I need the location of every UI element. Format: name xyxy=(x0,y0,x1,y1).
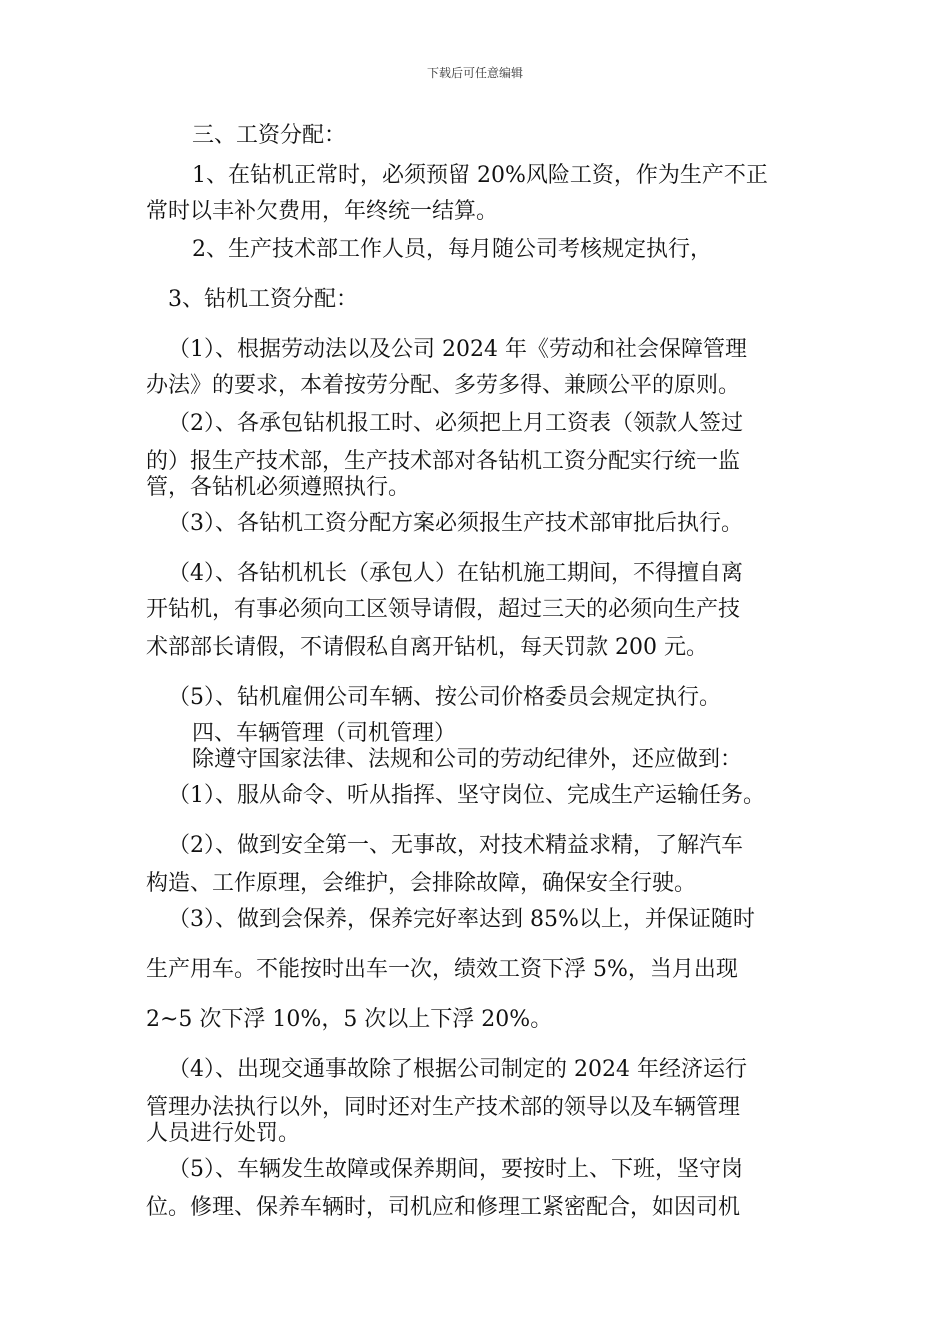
paragraph-line: （5）、钻机雇佣公司车辆、按公司价格委员会规定执行。 xyxy=(168,685,721,710)
sub-heading: 3、钻机工资分配： xyxy=(168,287,358,312)
paragraph-line: 2~5 次下浮 10%，5 次以上下浮 20%。 xyxy=(146,1007,553,1032)
paragraph-line: 常时以丰补欠费用，年终统一结算。 xyxy=(146,199,499,224)
paragraph-line: （4）、出现交通事故除了根据公司制定的 2024 年经济运行 xyxy=(168,1057,747,1082)
paragraph-line: 开钻机，有事必须向工区领导请假，超过三天的必须向生产技 xyxy=(146,597,741,622)
paragraph-line: 构造、工作原理，会维护，会排除故障，确保安全行驶。 xyxy=(146,871,697,896)
paragraph-line: 人员进行处罚。 xyxy=(146,1121,301,1146)
paragraph-line: 生产用车。不能按时出车一次，绩效工资下浮 5%，当月出现 xyxy=(146,957,738,982)
paragraph-line: （2）、各承包钻机报工时、必须把上月工资表（领款人签过 xyxy=(168,411,743,436)
paragraph-line: （5）、车辆发生故障或保养期间，要按时上、下班，坚守岗 xyxy=(168,1157,743,1182)
paragraph-line: 术部部长请假，不请假私自离开钻机，每天罚款 200 元。 xyxy=(146,635,708,660)
page-header: 下载后可任意编辑 xyxy=(426,66,523,80)
paragraph-line: （4）、各钻机机长（承包人）在钻机施工期间，不得擅自离 xyxy=(168,561,743,586)
paragraph-line: 除遵守国家法律、法规和公司的劳动纪律外，还应做到： xyxy=(192,747,743,772)
paragraph-line: （3）、各钻机工资分配方案必须报生产技术部审批后执行。 xyxy=(168,511,743,536)
section-heading: 三、工资分配： xyxy=(192,123,347,148)
paragraph-line: 1、在钻机正常时，必须预留 20%风险工资，作为生产不正 xyxy=(192,163,768,188)
paragraph-line: （1）、服从命令、听从指挥、坚守岗位、完成生产运输任务。 xyxy=(168,783,765,808)
paragraph-line: （3）、做到会保养，保养完好率达到 85%以上，并保证随时 xyxy=(168,907,755,932)
paragraph-line: （1）、根据劳动法以及公司 2024 年《劳动和社会保障管理 xyxy=(168,337,747,362)
paragraph-line: （2）、做到安全第一、无事故，对技术精益求精，了解汽车 xyxy=(168,833,743,858)
paragraph-line: 管，各钻机必须遵照执行。 xyxy=(146,475,411,500)
paragraph-line: 2、生产技术部工作人员，每月随公司考核规定执行， xyxy=(192,237,712,262)
section-heading: 四、车辆管理（司机管理） xyxy=(192,721,457,746)
paragraph-line: 办法》的要求，本着按劳分配、多劳多得、兼顾公平的原则。 xyxy=(146,373,741,398)
paragraph-line: 位。修理、保养车辆时，司机应和修理工紧密配合，如因司机 xyxy=(146,1195,741,1220)
paragraph-line: 的）报生产技术部，生产技术部对各钻机工资分配实行统一监 xyxy=(146,449,741,474)
paragraph-line: 管理办法执行以外，同时还对生产技术部的领导以及车辆管理 xyxy=(146,1095,741,1120)
